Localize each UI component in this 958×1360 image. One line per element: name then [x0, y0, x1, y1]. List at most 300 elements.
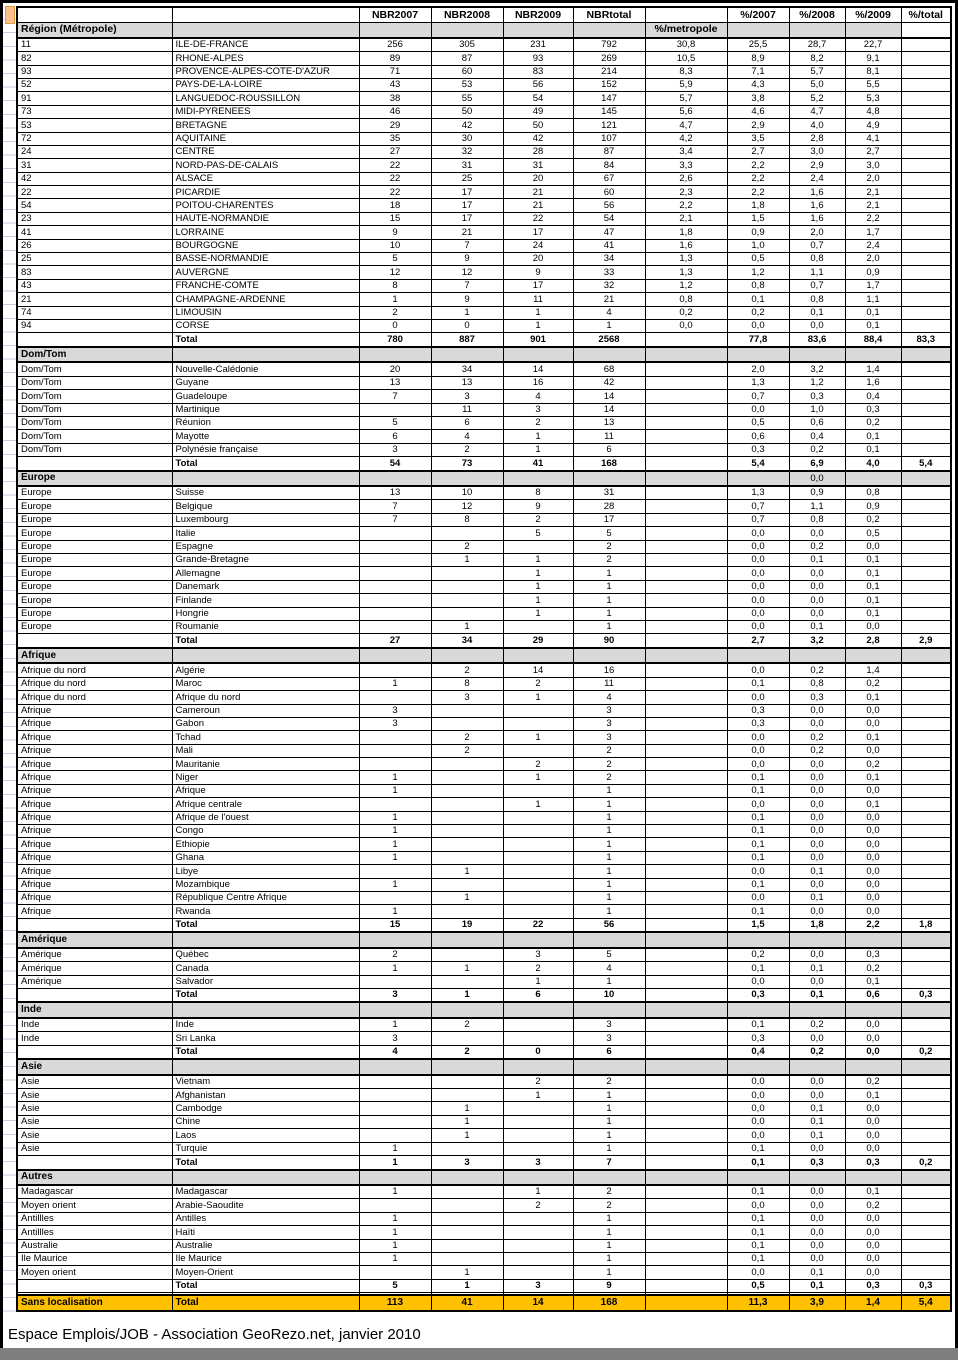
cell: 6	[573, 1045, 645, 1059]
cell: 5	[359, 1279, 431, 1292]
cell: NBR2007	[359, 7, 431, 22]
cell: 0,2	[789, 1045, 845, 1059]
cell: 0,0	[727, 663, 789, 677]
data-row	[17, 677, 951, 690]
cell: Afrique centrale	[172, 798, 359, 811]
cell: Moyen orient	[17, 1266, 172, 1279]
cell: 1	[359, 293, 431, 306]
cell	[727, 1059, 789, 1074]
cell: 32	[431, 145, 503, 158]
cell	[901, 22, 951, 37]
cell: 1	[503, 430, 573, 443]
cell: 49	[503, 105, 573, 118]
cell: 35	[359, 132, 431, 145]
data-row	[17, 1212, 951, 1225]
cell	[901, 416, 951, 429]
cell: 0,0	[845, 905, 901, 918]
cell: Afrique du nord	[17, 677, 172, 690]
cell: 0,3	[727, 717, 789, 730]
cell	[645, 362, 727, 376]
cell	[645, 717, 727, 730]
cell: 21	[17, 293, 172, 306]
data-row	[17, 1266, 951, 1279]
cell: 0,0	[727, 580, 789, 593]
cell	[901, 132, 951, 145]
data-row	[17, 1075, 951, 1089]
cell: 2,1	[645, 212, 727, 225]
cell	[645, 784, 727, 797]
cell: 1,4	[845, 1295, 901, 1311]
cell: 0,0	[789, 607, 845, 620]
data-row	[17, 239, 951, 252]
cell	[901, 513, 951, 526]
cell	[901, 891, 951, 904]
cell: 5,7	[789, 65, 845, 78]
cell	[645, 731, 727, 744]
cell	[431, 798, 503, 811]
cell	[845, 471, 901, 486]
cell	[901, 1115, 951, 1128]
cell: Ghana	[172, 851, 359, 864]
cell: Mozambique	[172, 878, 359, 891]
cell: 1	[573, 851, 645, 864]
cell	[645, 663, 727, 677]
cell: Vietnam	[172, 1075, 359, 1089]
cell: 0,3	[789, 390, 845, 403]
cell: 5,4	[727, 457, 789, 471]
cell: 21	[503, 199, 573, 212]
cell: 0,0	[845, 744, 901, 757]
cell: 8	[431, 677, 503, 690]
cell: 0,1	[845, 771, 901, 784]
cell: 0,3	[727, 704, 789, 717]
cell: 12	[359, 266, 431, 279]
cell: 3	[573, 731, 645, 744]
data-row	[17, 132, 951, 145]
cell	[645, 962, 727, 975]
cell: 0,0	[789, 1075, 845, 1089]
cell: 5,2	[789, 92, 845, 105]
cell: 9	[503, 266, 573, 279]
cell: 55	[431, 92, 503, 105]
cell: 2,2	[727, 159, 789, 172]
cell: 14	[573, 403, 645, 416]
data-row	[17, 784, 951, 797]
data-row	[17, 1199, 951, 1212]
cell	[503, 865, 573, 878]
cell	[845, 347, 901, 362]
cell: 0,0	[727, 758, 789, 771]
cell	[645, 1185, 727, 1199]
cell: 2	[431, 1018, 503, 1032]
cell: 8	[503, 486, 573, 500]
cell: 42	[503, 132, 573, 145]
cell: 16	[573, 663, 645, 677]
cell	[901, 1142, 951, 1155]
cell: 2	[573, 771, 645, 784]
cell: 1,8	[645, 226, 727, 239]
cell: 0,1	[727, 1239, 789, 1252]
data-row	[17, 717, 951, 730]
cell: 0,2	[845, 1199, 901, 1212]
cell: 22	[359, 172, 431, 185]
cell: 0,0	[789, 758, 845, 771]
cell: 0,2	[845, 758, 901, 771]
cell	[789, 1059, 845, 1074]
total-row	[17, 988, 951, 1002]
cell	[901, 851, 951, 864]
cell: 0,0	[845, 1115, 901, 1128]
cell	[431, 825, 503, 838]
cell: 68	[573, 362, 645, 376]
cell: 0,0	[789, 717, 845, 730]
data-row	[17, 319, 951, 332]
cell	[431, 851, 503, 864]
cell: 0,2	[845, 962, 901, 975]
cell: Asie	[17, 1102, 172, 1115]
cell	[431, 1239, 503, 1252]
cell	[359, 1129, 431, 1142]
cell	[727, 22, 789, 37]
cell: 12	[431, 266, 503, 279]
cell	[645, 1170, 727, 1185]
cell: 0,3	[845, 948, 901, 962]
cell: République Centre Afrique	[172, 891, 359, 904]
cell	[645, 948, 727, 962]
cell: 0,0	[727, 891, 789, 904]
cell: 26	[17, 239, 172, 252]
cell	[359, 648, 431, 663]
cell: 0	[359, 319, 431, 332]
cell: 4,0	[845, 457, 901, 471]
cell: 6,9	[789, 457, 845, 471]
cell: 1	[503, 607, 573, 620]
cell: 0,0	[789, 798, 845, 811]
cell	[901, 347, 951, 362]
cell: 87	[573, 145, 645, 158]
cell: BRETAGNE	[172, 119, 359, 132]
data-row	[17, 443, 951, 456]
cell	[503, 1018, 573, 1032]
cell: Total	[172, 1045, 359, 1059]
cell: 11,3	[727, 1295, 789, 1311]
cell	[503, 838, 573, 851]
cell: 0,2	[727, 948, 789, 962]
cell: 0,1	[845, 607, 901, 620]
cell	[573, 1002, 645, 1017]
cell: 73	[431, 457, 503, 471]
cell: 0,0	[727, 540, 789, 553]
cell: 2	[359, 306, 431, 319]
cell: 0,2	[645, 306, 727, 319]
cell	[17, 988, 172, 1002]
cell: 0,4	[845, 390, 901, 403]
cell: 0,0	[845, 838, 901, 851]
cell	[645, 580, 727, 593]
section-header-row	[17, 347, 951, 362]
cell: 1	[573, 1115, 645, 1128]
cell: Afrique	[17, 905, 172, 918]
cell: 17	[573, 513, 645, 526]
cell: 269	[573, 52, 645, 65]
cell: Ile Maurice	[172, 1252, 359, 1265]
cell: 1,7	[845, 279, 901, 292]
data-row	[17, 186, 951, 199]
cell: 1,6	[645, 239, 727, 252]
cell: 3	[573, 1032, 645, 1045]
cell: 43	[17, 279, 172, 292]
data-row	[17, 731, 951, 744]
cell: 0,6	[789, 416, 845, 429]
cell: 3	[359, 704, 431, 717]
cell	[431, 471, 503, 486]
cell: 1	[573, 1212, 645, 1225]
cell: 1,6	[789, 212, 845, 225]
cell: 77,8	[727, 333, 789, 347]
cell	[789, 22, 845, 37]
cell: 0,0	[727, 527, 789, 540]
data-row	[17, 527, 951, 540]
cell: 2,0	[789, 226, 845, 239]
cell: Congo	[172, 825, 359, 838]
section-header-row	[17, 1170, 951, 1185]
data-row	[17, 1115, 951, 1128]
data-row	[17, 975, 951, 988]
cell	[645, 403, 727, 416]
cell: 0,1	[845, 1185, 901, 1199]
cell	[503, 1170, 573, 1185]
cell: 0,2	[845, 513, 901, 526]
cell: 0,0	[845, 825, 901, 838]
cell	[645, 333, 727, 347]
cell: 0,1	[727, 1252, 789, 1265]
cell: 25,5	[727, 38, 789, 52]
cell: 1	[503, 975, 573, 988]
cell: 0,0	[845, 1142, 901, 1155]
cell	[359, 607, 431, 620]
cell	[359, 527, 431, 540]
cell	[901, 266, 951, 279]
cell: 2	[573, 1199, 645, 1212]
cell: 50	[431, 105, 503, 118]
cell	[645, 1059, 727, 1074]
cell: Moyen orient	[17, 1199, 172, 1212]
cell: 5,4	[901, 457, 951, 471]
data-row	[17, 92, 951, 105]
cell: 5	[573, 948, 645, 962]
cell: 2	[503, 1075, 573, 1089]
cell: 0,3	[845, 1279, 901, 1292]
cell: 1	[431, 988, 503, 1002]
cell: 3,2	[789, 362, 845, 376]
cell: 1,2	[645, 279, 727, 292]
cell: 24	[17, 145, 172, 158]
cell: 8,1	[845, 65, 901, 78]
data-row	[17, 430, 951, 443]
cell	[645, 527, 727, 540]
cell	[901, 1018, 951, 1032]
cell	[573, 347, 645, 362]
cell	[503, 851, 573, 864]
cell: Cameroun	[172, 704, 359, 717]
cell: 2,2	[645, 199, 727, 212]
cell: 1,6	[789, 199, 845, 212]
cell: 0,3	[727, 1032, 789, 1045]
cell: 1	[503, 554, 573, 567]
data-row	[17, 905, 951, 918]
cell: 1	[431, 962, 503, 975]
cell	[431, 784, 503, 797]
cell	[431, 22, 503, 37]
cell: 50	[503, 119, 573, 132]
cell	[431, 1185, 503, 1199]
cell: 21	[503, 186, 573, 199]
cell: 0,1	[727, 1185, 789, 1199]
data-row	[17, 851, 951, 864]
cell	[503, 905, 573, 918]
cell	[645, 486, 727, 500]
cell: 5,5	[845, 78, 901, 91]
cell: Allemagne	[172, 567, 359, 580]
cell: 0,0	[845, 717, 901, 730]
cell: 31	[17, 159, 172, 172]
cell: 0,1	[789, 554, 845, 567]
data-row	[17, 266, 951, 279]
cell: 2	[573, 554, 645, 567]
cell: 12	[431, 500, 503, 513]
cell	[901, 1089, 951, 1102]
cell: 5,6	[645, 105, 727, 118]
cell: Amérique	[17, 962, 172, 975]
cell: Inde	[17, 1032, 172, 1045]
cell: Asie	[17, 1129, 172, 1142]
data-row	[17, 1226, 951, 1239]
cell: 8,2	[789, 52, 845, 65]
cell: 0,0	[789, 975, 845, 988]
cell	[901, 878, 951, 891]
cell: 1,2	[727, 266, 789, 279]
cell	[359, 620, 431, 633]
cell: Total	[172, 1295, 359, 1311]
cell	[901, 239, 951, 252]
cell: 0,2	[789, 663, 845, 677]
cell: 1	[573, 1102, 645, 1115]
cell: 2	[573, 744, 645, 757]
cell	[901, 293, 951, 306]
data-row	[17, 567, 951, 580]
column-header-row	[17, 7, 951, 22]
data-row	[17, 486, 951, 500]
cell: 9	[431, 293, 503, 306]
cell	[431, 932, 503, 947]
cell	[845, 1002, 901, 1017]
cell	[901, 784, 951, 797]
cell	[901, 430, 951, 443]
cell	[359, 691, 431, 704]
cell	[901, 1212, 951, 1225]
cell	[901, 362, 951, 376]
cell	[645, 865, 727, 878]
cell: 1	[573, 798, 645, 811]
cell: 0,7	[789, 239, 845, 252]
cell: 1	[359, 825, 431, 838]
cell: 13	[359, 486, 431, 500]
cell: 1	[503, 798, 573, 811]
cell: Inde	[172, 1018, 359, 1032]
cell: 4	[573, 306, 645, 319]
cell	[645, 1266, 727, 1279]
cell: Ethiopie	[172, 838, 359, 851]
cell	[901, 1129, 951, 1142]
cell: 42	[573, 376, 645, 389]
cell	[901, 376, 951, 389]
cell	[359, 567, 431, 580]
cell: 1	[503, 771, 573, 784]
cell	[431, 580, 503, 593]
cell: Europe	[17, 594, 172, 607]
cell: 1	[359, 811, 431, 824]
cell: 0,0	[727, 1102, 789, 1115]
cell: Europe	[17, 527, 172, 540]
cell: MIDI-PYRENEES	[172, 105, 359, 118]
cell: Turquie	[172, 1142, 359, 1155]
cell: 901	[503, 333, 573, 347]
total-row	[17, 634, 951, 648]
cell	[845, 648, 901, 663]
cell	[503, 620, 573, 633]
cell: 60	[573, 186, 645, 199]
cell: Mauritanie	[172, 758, 359, 771]
data-row	[17, 38, 951, 52]
cell	[645, 1018, 727, 1032]
cell: 4,0	[789, 119, 845, 132]
cell	[17, 1156, 172, 1170]
cell	[503, 540, 573, 553]
cell	[901, 38, 951, 52]
cell: 0,0	[789, 1089, 845, 1102]
cell: 0,1	[845, 691, 901, 704]
cell: 4,2	[645, 132, 727, 145]
cell	[645, 1279, 727, 1292]
cell: 2	[573, 540, 645, 553]
cell: 0,2	[789, 1018, 845, 1032]
cell: 1	[431, 1266, 503, 1279]
cell: Afrique	[17, 825, 172, 838]
data-row	[17, 798, 951, 811]
cell	[901, 975, 951, 988]
cell: 2,0	[845, 253, 901, 266]
cell: 15	[359, 212, 431, 225]
cell: 28	[503, 145, 573, 158]
cell: 90	[573, 634, 645, 648]
cell: 3	[359, 988, 431, 1002]
cell: 0,0	[845, 704, 901, 717]
cell: 0,0	[789, 567, 845, 580]
cell: 3	[503, 948, 573, 962]
cell: Laos	[172, 1129, 359, 1142]
cell: 121	[573, 119, 645, 132]
data-row	[17, 500, 951, 513]
data-row	[17, 825, 951, 838]
cell: NBRtotal	[573, 7, 645, 22]
footer-area	[3, 1312, 955, 1343]
cell	[845, 22, 901, 37]
cell: RHONE-ALPES	[172, 52, 359, 65]
cell	[645, 607, 727, 620]
cell	[845, 1059, 901, 1074]
cell: 83,6	[789, 333, 845, 347]
cell	[645, 1156, 727, 1170]
